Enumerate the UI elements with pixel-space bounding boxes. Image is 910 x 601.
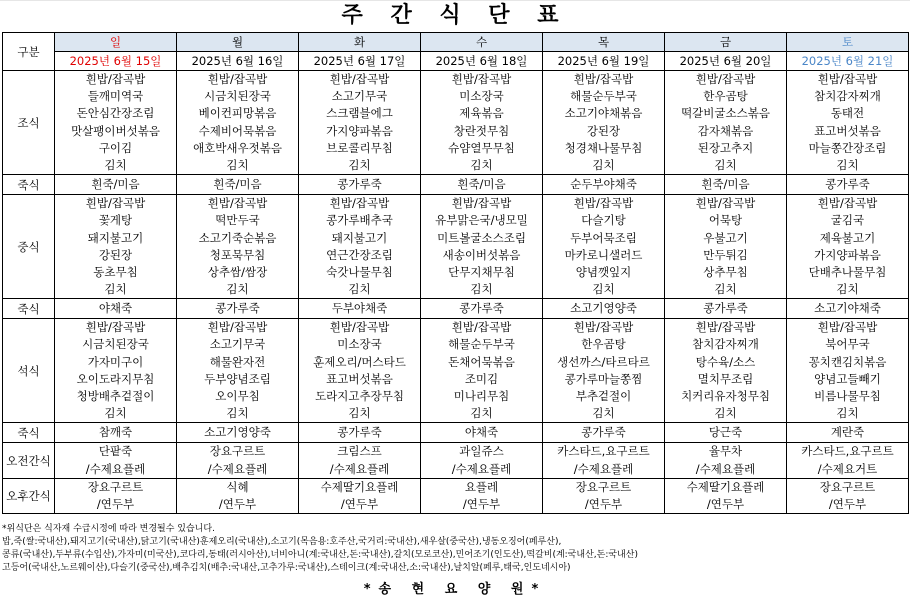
day-header: 수 xyxy=(421,33,543,52)
menu-cell xyxy=(299,175,421,195)
menu-item: 창란젓무침 xyxy=(453,123,510,138)
menu-item: 표고버섯볶음 xyxy=(814,123,881,138)
menu-item: 흰죽/미음 xyxy=(457,177,506,192)
menu-item: 한우곰탕 xyxy=(581,337,626,352)
menu-cell xyxy=(55,319,177,423)
menu-item: 당근죽 xyxy=(708,425,743,440)
menu-item: 조미김 xyxy=(464,371,499,386)
menu-item: /수제요플레 xyxy=(207,461,268,476)
menu-item: 흰밥/잡곡밥 xyxy=(451,320,512,335)
menu-cell xyxy=(55,478,177,513)
menu-item: 김치 xyxy=(592,157,615,172)
menu-item: 미나리무침 xyxy=(453,389,510,403)
menu-cell xyxy=(177,423,299,443)
menu-item: 제육볶음 xyxy=(459,106,504,121)
menu-item: 김치 xyxy=(470,282,493,297)
menu-cell xyxy=(787,175,909,195)
menu-cell xyxy=(543,319,665,423)
menu-item: 훈제오리/머스타드 xyxy=(313,354,406,369)
menu-cell xyxy=(665,175,787,195)
menu-item: 소고기영양죽 xyxy=(570,301,637,316)
menu-item: 마카로니샐러드 xyxy=(564,247,643,262)
menu-item: 참깨죽 xyxy=(98,425,133,440)
menu-cell xyxy=(299,299,421,319)
menu-item: 상추쌈/쌈장 xyxy=(207,264,268,279)
menu-item: /수제요거트 xyxy=(817,461,878,476)
menu-item: 김치 xyxy=(592,406,615,421)
menu-item: 참치감자찌개 xyxy=(692,337,759,352)
menu-item: 흰죽/미음 xyxy=(213,177,262,192)
meal-row xyxy=(3,319,909,423)
menu-cell xyxy=(543,299,665,319)
menu-item: /수제요플레 xyxy=(451,461,512,476)
meal-row xyxy=(3,71,909,175)
menu-item: 해물완자전 xyxy=(209,354,266,369)
section-header: 구분 xyxy=(3,33,55,71)
menu-item: 김치 xyxy=(348,406,371,421)
menu-item: 야채죽 xyxy=(98,301,133,316)
menu-item: 콩가루죽 xyxy=(703,301,748,316)
menu-item: 탕수육/소스 xyxy=(695,354,756,369)
menu-item: 치커리유자청무침 xyxy=(681,389,770,403)
menu-item: 된장고추지 xyxy=(697,140,754,155)
menu-item: 강된장 xyxy=(98,247,133,262)
date-header: 2025년 6월 16일 xyxy=(177,52,299,71)
meal-label: 중식 xyxy=(3,195,55,299)
menu-item: 콩가루죽 xyxy=(825,177,870,192)
menu-cell xyxy=(421,195,543,299)
menu-cell xyxy=(421,423,543,443)
menu-item: /연두부 xyxy=(706,496,745,511)
menu-item: 새송이버섯볶음 xyxy=(442,247,521,262)
menu-item: 김치 xyxy=(714,282,737,297)
menu-cell xyxy=(421,299,543,319)
menu-item: 단무지채무침 xyxy=(448,264,515,279)
menu-item: 청방배추겉절이 xyxy=(76,389,155,403)
menu-item: 참치감자찌개 xyxy=(814,89,881,104)
menu-item: 제육불고기 xyxy=(819,230,876,245)
menu-item: 김치 xyxy=(226,406,249,421)
menu-item: 스크램블에그 xyxy=(326,106,393,121)
day-header: 월 xyxy=(177,33,299,52)
menu-item: 상추무침 xyxy=(703,264,748,279)
menu-cell xyxy=(421,478,543,513)
menu-item: 흰밥/잡곡밥 xyxy=(207,196,268,211)
menu-cell xyxy=(299,443,421,478)
meal-label: 죽식 xyxy=(3,175,55,195)
menu-cell xyxy=(543,175,665,195)
menu-item: 소고기무국 xyxy=(209,337,266,352)
menu-item: 장요구르트 xyxy=(575,479,632,494)
note-line: *위식단은 식자재 수급시정에 따라 변경될수 있습니다. xyxy=(2,524,215,534)
menu-item: 수제딸기요플레 xyxy=(686,479,765,494)
menu-item: 유부맑은국/냉모밀 xyxy=(435,213,528,228)
menu-item: 비름나물무침 xyxy=(814,389,881,403)
meal-row xyxy=(3,175,909,195)
menu-item: 브로콜리무침 xyxy=(326,140,393,155)
menu-item: 한우곰탕 xyxy=(703,89,748,104)
menu-item: 단배추나물무침 xyxy=(808,264,887,279)
menu-item: 김치 xyxy=(104,157,127,172)
menu-item: 다슬기탕 xyxy=(581,213,626,228)
menu-cell xyxy=(543,71,665,175)
menu-item: 김치 xyxy=(348,282,371,297)
menu-item: 두부어묵조림 xyxy=(570,230,637,245)
menu-item: 흰밥/잡곡밥 xyxy=(573,72,634,86)
menu-item: 두부야채죽 xyxy=(331,301,388,316)
menu-cell xyxy=(665,423,787,443)
notes xyxy=(2,523,908,575)
menu-item: 동태전 xyxy=(830,106,865,121)
menu-item: 들깨미역국 xyxy=(87,89,144,104)
meal-label: 석식 xyxy=(3,319,55,423)
date-header: 2025년 6월 19일 xyxy=(543,52,665,71)
menu-item: 도라지고추장무침 xyxy=(315,389,404,403)
menu-item: 부추겉절이 xyxy=(575,389,632,403)
menu-item: 가자미구이 xyxy=(87,354,144,369)
menu-item: 김치 xyxy=(714,157,737,172)
menu-item: 흰밥/잡곡밥 xyxy=(695,196,756,211)
menu-item: /연두부 xyxy=(584,496,623,511)
menu-item: 율무차 xyxy=(708,444,743,459)
menu-item: 두부양념조림 xyxy=(204,371,271,386)
menu-item: /연두부 xyxy=(828,496,867,511)
menu-cell xyxy=(787,443,909,478)
menu-item: 흰죽/미음 xyxy=(91,177,140,192)
menu-item: 흰밥/잡곡밥 xyxy=(817,196,878,211)
day-header: 토 xyxy=(787,33,909,52)
menu-item: 시금치된장국 xyxy=(204,89,271,104)
menu-item: /연두부 xyxy=(218,496,257,511)
menu-item: /수제요플레 xyxy=(85,461,146,476)
menu-item: 우불고기 xyxy=(703,230,748,245)
menu-item: 돈채어묵볶음 xyxy=(448,354,515,369)
menu-cell xyxy=(55,175,177,195)
menu-cell xyxy=(787,299,909,319)
menu-item: 김치 xyxy=(104,282,127,297)
menu-cell xyxy=(177,71,299,175)
menu-item: 슈얌열무무침 xyxy=(448,140,515,155)
menu-item: 북어무국 xyxy=(825,337,870,352)
menu-item: 숙갓나물무침 xyxy=(326,264,393,279)
menu-cell xyxy=(665,319,787,423)
menu-cell xyxy=(299,195,421,299)
menu-item: 흰밥/잡곡밥 xyxy=(573,320,634,335)
weekly-menu-table xyxy=(2,32,909,514)
menu-item: 연근간장조림 xyxy=(326,247,393,262)
day-header: 일 xyxy=(55,33,177,52)
menu-cell xyxy=(177,319,299,423)
menu-item: 맛살팽이버섯볶음 xyxy=(71,123,160,138)
menu-item: 양념고들빼기 xyxy=(814,371,881,386)
menu-item: 식혜 xyxy=(226,479,249,494)
menu-cell xyxy=(787,195,909,299)
menu-cell xyxy=(787,423,909,443)
menu-item: 김치 xyxy=(714,406,737,421)
menu-cell xyxy=(299,319,421,423)
menu-cell xyxy=(421,319,543,423)
menu-item: 콩가루마늘쫑찜 xyxy=(564,371,643,386)
menu-item: 청포묵무침 xyxy=(209,247,266,262)
day-header: 금 xyxy=(665,33,787,52)
menu-item: 흰죽/미음 xyxy=(701,177,750,192)
menu-item: 단팥죽 xyxy=(98,444,133,459)
menu-item: 김치 xyxy=(104,406,127,421)
menu-item: 장요구르트 xyxy=(819,479,876,494)
menu-item: 멸치무조림 xyxy=(697,371,754,386)
meal-row xyxy=(3,299,909,319)
menu-item: 흰밥/잡곡밥 xyxy=(207,72,268,86)
menu-item: 소고기무국 xyxy=(331,89,388,104)
meal-label: 죽식 xyxy=(3,299,55,319)
menu-cell xyxy=(55,423,177,443)
menu-item: 흰밥/잡곡밥 xyxy=(207,320,268,335)
menu-cell xyxy=(665,299,787,319)
menu-cell xyxy=(177,478,299,513)
date-header: 2025년 6월 21일 xyxy=(787,52,909,71)
menu-cell xyxy=(177,299,299,319)
menu-item: 떡만두국 xyxy=(215,213,260,228)
menu-item: 양념깻잎지 xyxy=(575,264,632,279)
menu-cell xyxy=(421,71,543,175)
menu-cell xyxy=(177,443,299,478)
menu-item: 크림스프 xyxy=(337,444,382,459)
menu-item: 가지양파볶음 xyxy=(326,123,393,138)
meal-label: 오후간식 xyxy=(3,478,55,513)
menu-item: 과일쥬스 xyxy=(459,444,504,459)
menu-cell xyxy=(787,478,909,513)
menu-item: 꽁치캔김치볶음 xyxy=(808,354,887,369)
meal-row xyxy=(3,478,909,513)
menu-item: 콩가루죽 xyxy=(459,301,504,316)
menu-item: /수제요플레 xyxy=(695,461,756,476)
menu-item: 콩가루죽 xyxy=(337,177,382,192)
menu-cell xyxy=(665,195,787,299)
menu-cell xyxy=(177,195,299,299)
menu-item: 흰밥/잡곡밥 xyxy=(451,72,512,86)
date-header: 2025년 6월 18일 xyxy=(421,52,543,71)
menu-item: 요플레 xyxy=(464,479,499,494)
menu-item: 흰밥/잡곡밥 xyxy=(695,320,756,335)
menu-item: 계란죽 xyxy=(830,425,865,440)
menu-item: 베이컨피망볶음 xyxy=(198,106,277,121)
menu-item: 소고기야채볶음 xyxy=(564,106,643,121)
menu-item: 흰밥/잡곡밥 xyxy=(85,196,146,211)
menu-item: 표고버섯볶음 xyxy=(326,371,393,386)
menu-cell xyxy=(55,71,177,175)
menu-cell xyxy=(299,423,421,443)
menu-item: 흰밥/잡곡밥 xyxy=(817,320,878,335)
menu-item: 가지양파볶음 xyxy=(814,247,881,262)
menu-item: /연두부 xyxy=(96,496,135,511)
note-line: 밥,죽(쌀:국내산),돼지고기(국내산),닭고기(국내산)훈제오리(국내산),소고기(목음용:호주산,국거리:국내산),새우살(중국산),냉동오징어(페루산), xyxy=(2,537,562,547)
menu-item: 카스타드,요구르트 xyxy=(801,444,894,459)
menu-item: 김치 xyxy=(836,157,859,172)
menu-item: 돈안심간장조림 xyxy=(76,106,155,121)
day-header: 목 xyxy=(543,33,665,52)
menu-cell xyxy=(543,478,665,513)
footer-name: *송 현 요 양 원* xyxy=(363,582,547,597)
menu-item: 흰밥/잡곡밥 xyxy=(695,72,756,86)
menu-item: 흰밥/잡곡밥 xyxy=(85,320,146,335)
menu-item: 김치 xyxy=(226,282,249,297)
menu-cell xyxy=(665,478,787,513)
meal-row xyxy=(3,443,909,478)
menu-item: 흰밥/잡곡밥 xyxy=(451,196,512,211)
menu-item: 김치 xyxy=(348,157,371,172)
menu-cell xyxy=(299,478,421,513)
menu-item: 감자채볶음 xyxy=(697,123,754,138)
menu-item: 해물순두부국 xyxy=(570,89,637,104)
meal-label: 조식 xyxy=(3,71,55,175)
meal-label: 죽식 xyxy=(3,423,55,443)
menu-item: 김치 xyxy=(836,406,859,421)
menu-item: 소고기영양죽 xyxy=(204,425,271,440)
menu-item: 미트볼굴소스조림 xyxy=(437,230,526,245)
menu-item: 돼지불고기 xyxy=(87,230,144,245)
menu-item: 애호박새우젓볶음 xyxy=(193,140,282,155)
menu-item: 마늘쫑간장조림 xyxy=(808,140,887,155)
menu-cell xyxy=(421,443,543,478)
page-title: 주 간 식 단 표 xyxy=(341,3,569,28)
menu-item: /수제요플레 xyxy=(573,461,634,476)
menu-item: 야채죽 xyxy=(464,425,499,440)
menu-item: 오이무침 xyxy=(215,389,260,403)
day-header: 화 xyxy=(299,33,421,52)
menu-item: 콩가루죽 xyxy=(215,301,260,316)
menu-item: 콩가루배추국 xyxy=(326,213,393,228)
menu-item: 흰밥/잡곡밥 xyxy=(817,72,878,86)
menu-item: 소고기죽순볶음 xyxy=(198,230,277,245)
menu-item: 오이도라지무침 xyxy=(76,371,155,386)
menu-cell xyxy=(665,71,787,175)
meal-label: 오전간식 xyxy=(3,443,55,478)
menu-item: 흰밥/잡곡밥 xyxy=(573,196,634,211)
menu-item: 김치 xyxy=(592,282,615,297)
menu-item: 순두부야채죽 xyxy=(570,177,637,192)
menu-item: 꽃게탕 xyxy=(98,213,133,228)
meal-row xyxy=(3,423,909,443)
menu-cell xyxy=(55,443,177,478)
menu-item: 흰밥/잡곡밥 xyxy=(85,72,146,86)
menu-item: /연두부 xyxy=(462,496,501,511)
menu-cell xyxy=(55,299,177,319)
date-header: 2025년 6월 17일 xyxy=(299,52,421,71)
menu-item: 카스타드,요구르트 xyxy=(557,444,650,459)
menu-cell xyxy=(543,423,665,443)
menu-item: 수제딸기요플레 xyxy=(320,479,399,494)
menu-item: 미소장국 xyxy=(459,89,504,104)
menu-cell xyxy=(299,71,421,175)
menu-item: 돼지불고기 xyxy=(331,230,388,245)
meal-row xyxy=(3,195,909,299)
menu-cell xyxy=(177,175,299,195)
date-header: 2025년 6월 20일 xyxy=(665,52,787,71)
menu-item: 콩가루죽 xyxy=(337,425,382,440)
menu-item: 흰밥/잡곡밥 xyxy=(329,196,390,211)
menu-item: 수제비어묵볶음 xyxy=(198,123,277,138)
menu-item: 김치 xyxy=(226,157,249,172)
menu-item: 콩가루죽 xyxy=(581,425,626,440)
menu-item: 김치 xyxy=(470,406,493,421)
menu-item: 어묵탕 xyxy=(708,213,743,228)
menu-cell xyxy=(543,195,665,299)
menu-item: 장요구르트 xyxy=(209,444,266,459)
menu-item: 굴김국 xyxy=(830,213,865,228)
menu-item: 해물순두부국 xyxy=(448,337,515,352)
menu-cell xyxy=(787,71,909,175)
date-header: 2025년 6월 15일 xyxy=(55,52,177,71)
menu-item: /연두부 xyxy=(340,496,379,511)
menu-item: 동초무침 xyxy=(93,264,138,279)
menu-cell xyxy=(55,195,177,299)
menu-item: 소고기야채죽 xyxy=(814,301,881,316)
menu-item: 시금치된장국 xyxy=(82,337,149,352)
menu-item: 강된장 xyxy=(586,123,621,138)
menu-item: 흰밥/잡곡밥 xyxy=(329,320,390,335)
menu-cell xyxy=(543,443,665,478)
menu-item: 김치 xyxy=(470,157,493,172)
menu-item: /수제요플레 xyxy=(329,461,390,476)
note-line: 콩류(국내산),두부류(수입산),가자미(미국산),코다리,동태(러시아산),너비아니(계:국내산,돈:국내산),갈치(모로코산),민어조기(인도산),떡갈비(계:국내산,돈:국내산) xyxy=(2,550,638,560)
menu-item: 흰밥/잡곡밥 xyxy=(329,72,390,86)
menu-item: 김치 xyxy=(836,282,859,297)
menu-item: 떡갈비굴소스볶음 xyxy=(681,106,770,121)
menu-item: 구이김 xyxy=(98,140,133,155)
menu-cell xyxy=(787,319,909,423)
note-line: 고등어(국내산,노르웨이산),다슬기(중국산),배추김치(배추:국내산,고추가루:국내산),스테이크(계:국내산,소:국내산),날치알(페루,태국,인도네시아) xyxy=(2,563,571,573)
menu-item: 청경채나물무침 xyxy=(564,140,643,155)
menu-item: 생선까스/타르타르 xyxy=(557,354,650,369)
menu-cell xyxy=(665,443,787,478)
menu-item: 장요구르트 xyxy=(87,479,144,494)
menu-item: 미소장국 xyxy=(337,337,382,352)
menu-item: 만두튀김 xyxy=(703,247,748,262)
menu-cell xyxy=(421,175,543,195)
